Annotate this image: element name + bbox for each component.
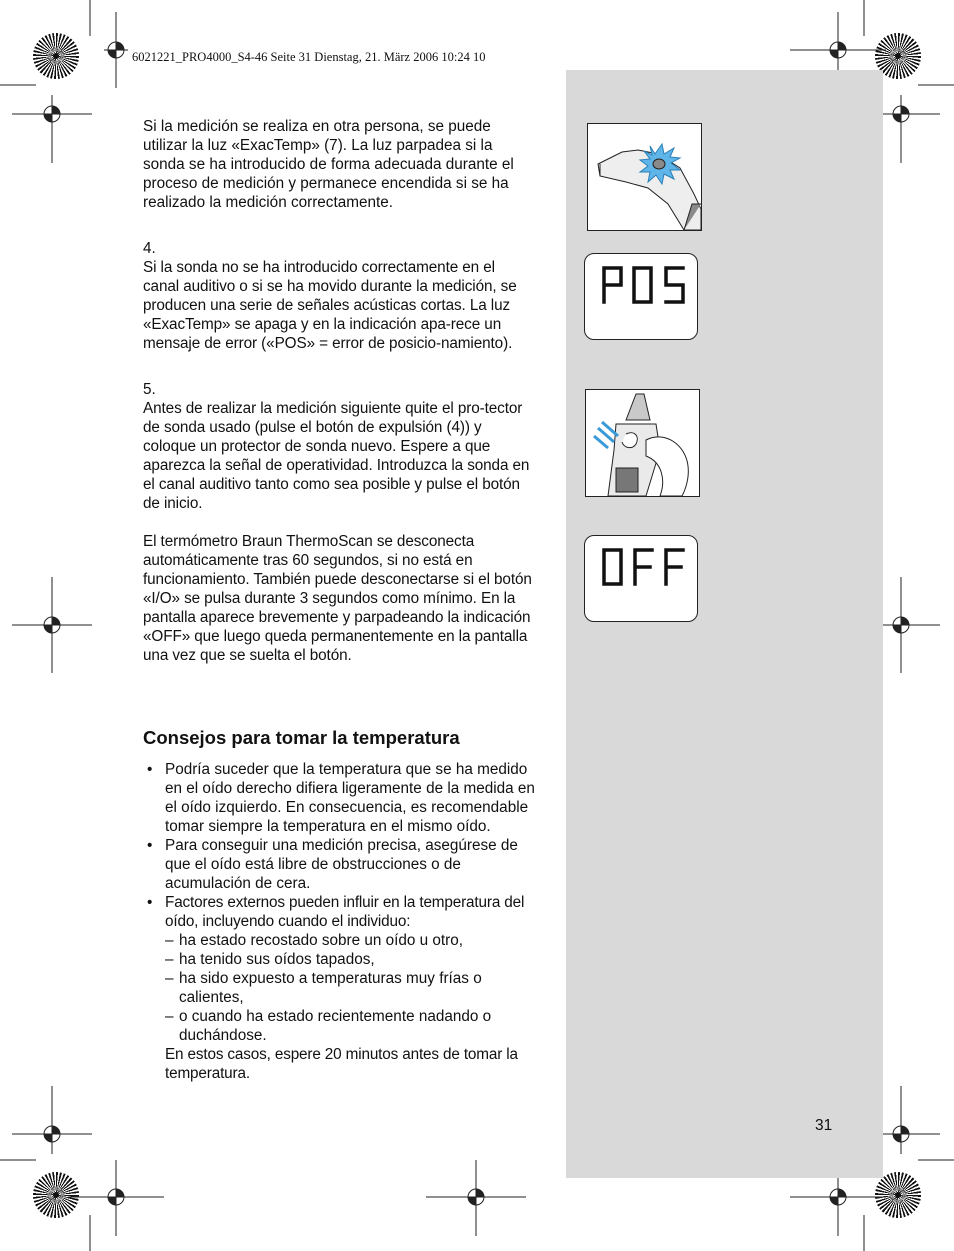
paragraph-auto-off <box>143 532 535 665</box>
closing-note: En estos casos, espere 20 minutos antes de tomar la temperatura. <box>165 1046 518 1082</box>
list-item-text: Podría suceder que la temperatura que se ha medido en el oído derecho difiera ligeramente de la medida en el oído izquierdo. En consecuencia, es recomendable tomar siempre la temperatura en el mismo oído. <box>165 761 535 835</box>
list-item <box>143 836 538 893</box>
paragraph-text: Si la medición se realiza en otra persona, se puede utilizar la luz «ExacTemp» (7). La luz parpadea si la sonda se ha introducido de forma adecuada durante el proceso de medición y permanece encendida si se ha realizado la medición correctamente. <box>143 118 514 211</box>
bullet-marker: • <box>147 837 153 854</box>
list-item-text: Factores externos pueden influir en la temperatura del oído, incluyendo cuando el individuo: <box>165 894 525 930</box>
dash-marker: – <box>165 970 174 987</box>
printer-slug: 6021221_PRO4000_S4-46 Seite 31 Dienstag, 21. März 2006 10:24 10 <box>132 50 486 64</box>
bullet-marker: • <box>147 894 153 911</box>
step-5-number: 5. <box>143 381 156 398</box>
list-item <box>143 893 538 1083</box>
step-5-text: Antes de realizar la medición siguiente quite el pro-tector de sonda usado (pulse el botón de expulsión (4)) y coloque un protector de sonda nuevo. Espere a que aparezca la señal de operatividad. Introduzca la sonda en el canal auditivo tanto como sea posible y pulse el botón de inicio. <box>143 400 530 512</box>
bullet-marker: • <box>147 761 153 778</box>
dash-marker: – <box>165 932 174 949</box>
step-4-text: Si la sonda no se ha introducido correctamente en el canal auditivo o si se ha movido durante la medición, se producen una serie de señales acústicas cortas. La luz «ExacTemp» se apaga y en la indicación apa-rece un mensaje de error («POS» = error de posicio-namiento). <box>143 259 517 352</box>
step-4-number: 4. <box>143 240 156 257</box>
dash-marker: – <box>165 951 174 968</box>
thermometer-probe-illustration <box>588 124 701 230</box>
figure-eject-cover <box>585 389 700 497</box>
sub-list-item-text: o cuando ha estado recientemente nadando o duchándose. <box>179 1008 492 1044</box>
sub-list-item-text: ha estado recostado sobre un oído u otro, <box>179 932 464 949</box>
sub-list-item <box>165 931 538 950</box>
lcd-display-off <box>584 535 698 622</box>
step-5 <box>143 380 535 513</box>
page-number: 31 <box>815 1117 833 1134</box>
list-item <box>143 760 538 836</box>
auto-off-text: El termómetro Braun ThermoScan se desconecta automáticamente tras 60 segundos, si no está en funcionamiento. También puede desconectarse si el botón «I/O» se pulsa durante 3 segundos como mínimo. En la pantalla aparece brevemente y parpadeando la indicación «OFF» que luego queda permanentemente en la pantalla una vez que se suelta el botón. <box>143 533 532 664</box>
sub-list-item-text: ha tenido sus oídos tapados, <box>179 951 375 968</box>
step-4 <box>143 239 535 353</box>
illustration-panel <box>566 70 883 1178</box>
lcd-off-segments <box>585 536 697 621</box>
sub-list-item <box>165 950 538 969</box>
figure-exactemp-light <box>587 123 702 231</box>
tips-list <box>143 760 538 1083</box>
lcd-display-pos <box>584 253 698 340</box>
dash-marker: – <box>165 1008 174 1025</box>
sub-list-item-text: ha sido expuesto a temperaturas muy frías o calientes, <box>179 970 482 1006</box>
list-item-text: Para conseguir una medición precisa, asegúrese de que el oído está libre de obstrucciones o de acumulación de cera. <box>165 837 518 892</box>
lcd-pos-segments <box>585 254 697 339</box>
eject-illustration <box>586 390 699 496</box>
section-heading: Consejos para tomar la temperatura <box>143 727 460 748</box>
paragraph-exactemp <box>143 117 535 212</box>
sub-list-item <box>165 969 538 1007</box>
sub-list-item <box>165 1007 538 1045</box>
